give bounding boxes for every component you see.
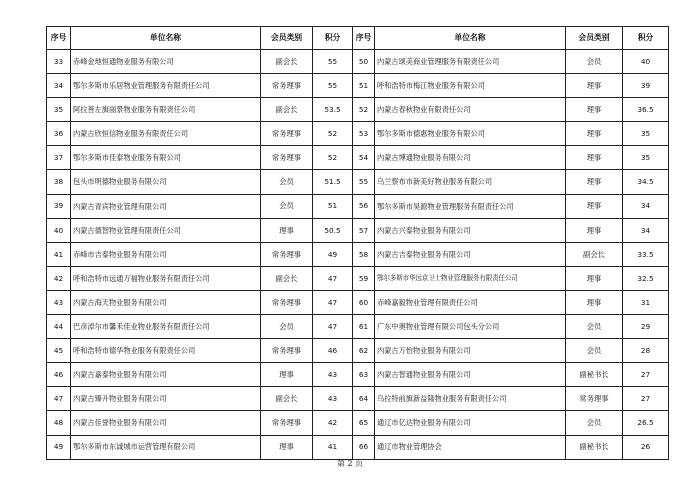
member-type-right: 会员 [566, 411, 623, 435]
score: 43 [313, 363, 353, 387]
unit-name-right: 通辽市物业管理协会 [375, 435, 566, 459]
member-type-right: 理事 [566, 146, 623, 170]
member-type: 会员 [261, 315, 313, 339]
unit-name-right: 内蒙古吉泰物业服务有限公司 [375, 242, 566, 266]
table-row [47, 387, 669, 411]
unit-name-right: 通辽市亿达物业服务有限公司 [375, 411, 566, 435]
member-type-right: 理事 [566, 194, 623, 218]
row-no: 41 [47, 242, 71, 266]
score: 51.5 [313, 170, 353, 194]
member-type-right: 会员 [566, 339, 623, 363]
row-no-right: 53 [353, 122, 375, 146]
score-right: 36.5 [623, 98, 669, 122]
row-no: 40 [47, 218, 71, 242]
score-right: 34 [623, 218, 669, 242]
row-no-right: 62 [353, 339, 375, 363]
score-right: 35 [623, 122, 669, 146]
member-type: 副会长 [261, 50, 313, 74]
row-no: 44 [47, 315, 71, 339]
unit-name-right: 内蒙古万怡物业服务有限公司 [375, 339, 566, 363]
table-row [47, 242, 669, 266]
unit-name: 内蒙古嘉泰物业服务有限公司 [71, 363, 261, 387]
row-no: 34 [47, 74, 71, 98]
row-no: 36 [47, 122, 71, 146]
row-no-right: 60 [353, 290, 375, 314]
table-row [47, 339, 669, 363]
row-no-right: 56 [353, 194, 375, 218]
header-no: 序号 [47, 27, 71, 50]
unit-name: 阿拉善左旗丽景物业服务有限责任公司 [71, 98, 261, 122]
row-no: 37 [47, 146, 71, 170]
score: 49 [313, 242, 353, 266]
member-type: 常务理事 [261, 242, 313, 266]
unit-name-right: 内蒙古颂美商业管理服务有限责任公司 [375, 50, 566, 74]
unit-name-right: 乌拉特前旗新益隆物业服务有限责任公司 [375, 387, 566, 411]
score: 43 [313, 387, 353, 411]
member-type-right: 理事 [566, 170, 623, 194]
row-no-right: 58 [353, 242, 375, 266]
member-type: 常务理事 [261, 411, 313, 435]
score: 55 [313, 50, 353, 74]
member-type: 副会长 [261, 98, 313, 122]
unit-name: 鄂尔多斯市乐居物业管理服务有限责任公司 [71, 74, 261, 98]
row-no: 48 [47, 411, 71, 435]
member-type: 会员 [261, 170, 313, 194]
table-row [47, 98, 669, 122]
member-type-right: 理事 [566, 266, 623, 290]
table-row [47, 266, 669, 290]
score-right: 26.5 [623, 411, 669, 435]
header-member-type-right: 会员类别 [566, 27, 623, 50]
table-body [47, 50, 669, 460]
score: 53.5 [313, 98, 353, 122]
row-no: 42 [47, 266, 71, 290]
score: 41 [313, 435, 353, 459]
member-type-right: 理事 [566, 98, 623, 122]
score: 52 [313, 122, 353, 146]
member-type: 理事 [261, 435, 313, 459]
score-right: 27 [623, 363, 669, 387]
row-no: 45 [47, 339, 71, 363]
score: 52 [313, 146, 353, 170]
member-type: 理事 [261, 363, 313, 387]
score: 47 [313, 290, 353, 314]
row-no-right: 51 [353, 74, 375, 98]
score: 47 [313, 315, 353, 339]
member-type-right: 副秘书长 [566, 435, 623, 459]
table-row [47, 170, 669, 194]
member-type: 常务理事 [261, 290, 313, 314]
unit-name-right: 乌兰察布市新美好物业服务有限公司 [375, 170, 566, 194]
row-no: 35 [47, 98, 71, 122]
member-type-right: 理事 [566, 290, 623, 314]
unit-name-right: 内蒙古春秋物业有限责任公司 [375, 98, 566, 122]
unit-name: 内蒙古佳誉物业服务有限公司 [71, 411, 261, 435]
row-no: 43 [47, 290, 71, 314]
unit-name-right: 鄂尔多斯市昊源物业管理服务有限责任公司 [375, 194, 566, 218]
row-no-right: 63 [353, 363, 375, 387]
member-ranking-table [46, 26, 669, 460]
score: 55 [313, 74, 353, 98]
score-right: 33.5 [623, 242, 669, 266]
member-type-right: 理事 [566, 218, 623, 242]
score-right: 34 [623, 194, 669, 218]
member-type: 会员 [261, 194, 313, 218]
score-right: 40 [623, 50, 669, 74]
row-no-right: 52 [353, 98, 375, 122]
table-row [47, 146, 669, 170]
member-type: 常务理事 [261, 74, 313, 98]
score: 46 [313, 339, 353, 363]
score-right: 29 [623, 315, 669, 339]
score-right: 27 [623, 387, 669, 411]
row-no-right: 66 [353, 435, 375, 459]
unit-name: 内蒙古德智物业管理有限责任公司 [71, 218, 261, 242]
unit-name: 内蒙古海天物业服务有限公司 [71, 290, 261, 314]
member-type-right: 常务理事 [566, 387, 623, 411]
header-score-right: 积分 [623, 27, 669, 50]
member-type-right: 副秘书长 [566, 363, 623, 387]
score: 51 [313, 194, 353, 218]
table-row [47, 363, 669, 387]
unit-name: 鄂尔多斯市东诚城市运营管理有限公司 [71, 435, 261, 459]
member-type: 常务理事 [261, 122, 313, 146]
table-header-row [47, 27, 669, 50]
score-right: 31 [623, 290, 669, 314]
table-row [47, 315, 669, 339]
score: 50.5 [313, 218, 353, 242]
table-row [47, 411, 669, 435]
unit-name: 呼和浩特市德华物业服务有限责任公司 [71, 339, 261, 363]
score: 42 [313, 411, 353, 435]
score-right: 39 [623, 74, 669, 98]
unit-name-right: 内蒙古兴泰物业服务有限公司 [375, 218, 566, 242]
row-no: 38 [47, 170, 71, 194]
header-no-right: 序号 [353, 27, 375, 50]
member-type-right: 理事 [566, 74, 623, 98]
unit-name-right: 赤峰嘉毅物业管理有限责任公司 [375, 290, 566, 314]
score: 47 [313, 266, 353, 290]
member-type: 常务理事 [261, 146, 313, 170]
unit-name-right: 内蒙古智通物业服务有限公司 [375, 363, 566, 387]
score-right: 34.5 [623, 170, 669, 194]
member-type-right: 理事 [566, 122, 623, 146]
member-type: 副会长 [261, 387, 313, 411]
unit-name-right: 鄂尔多斯市华远京卫士物业管理服务有限责任公司 [375, 266, 566, 290]
row-no-right: 55 [353, 170, 375, 194]
table-row [47, 74, 669, 98]
unit-name: 包头市明德物业服务有限公司 [71, 170, 261, 194]
header-member-type: 会员类别 [261, 27, 313, 50]
table-row [47, 218, 669, 242]
table-row [47, 290, 669, 314]
header-unit-name-right: 单位名称 [375, 27, 566, 50]
member-type: 常务理事 [261, 339, 313, 363]
unit-name: 赤峰市吉泰物业服务有限公司 [71, 242, 261, 266]
unit-name-right: 广东中奥物业管理有限公司包头分公司 [375, 315, 566, 339]
unit-name: 内蒙古臻升物业服务有限公司 [71, 387, 261, 411]
score-right: 26 [623, 435, 669, 459]
table-row [47, 122, 669, 146]
score-right: 28 [623, 339, 669, 363]
row-no: 47 [47, 387, 71, 411]
row-no: 46 [47, 363, 71, 387]
unit-name: 赤峰金地恒通物业服务有限公司 [71, 50, 261, 74]
page-number: 第 2 页 [336, 459, 364, 468]
row-no-right: 61 [353, 315, 375, 339]
unit-name: 鄂尔多斯市佳泰物业服务有限公司 [71, 146, 261, 170]
unit-name-right: 内蒙古博通物业服务有限公司 [375, 146, 566, 170]
unit-name: 内蒙古欣恒信物业服务有限责任公司 [71, 122, 261, 146]
row-no: 33 [47, 50, 71, 74]
row-no-right: 57 [353, 218, 375, 242]
row-no-right: 54 [353, 146, 375, 170]
header-unit-name: 单位名称 [71, 27, 261, 50]
table-row [47, 435, 669, 459]
member-type: 理事 [261, 218, 313, 242]
member-type: 副会长 [261, 266, 313, 290]
row-no: 39 [47, 194, 71, 218]
member-type-right: 副会长 [566, 242, 623, 266]
unit-name: 内蒙古青宾物业管理有限公司 [71, 194, 261, 218]
score-right: 35 [623, 146, 669, 170]
table-row [47, 194, 669, 218]
unit-name: 呼和浩特市远通万福物业服务有限责任公司 [71, 266, 261, 290]
row-no-right: 65 [353, 411, 375, 435]
row-no-right: 50 [353, 50, 375, 74]
member-type-right: 会员 [566, 315, 623, 339]
row-no: 49 [47, 435, 71, 459]
member-type-right: 会员 [566, 50, 623, 74]
unit-name-right: 鄂尔多斯市德惠物业服务有限公司 [375, 122, 566, 146]
unit-name: 巴彦淖尔市馨禾佳业物业服务有限责任公司 [71, 315, 261, 339]
unit-name-right: 呼和浩特市梅江物业服务有限公司 [375, 74, 566, 98]
header-score: 积分 [313, 27, 353, 50]
row-no-right: 64 [353, 387, 375, 411]
score-right: 32.5 [623, 266, 669, 290]
table-row [47, 50, 669, 74]
row-no-right: 59 [353, 266, 375, 290]
